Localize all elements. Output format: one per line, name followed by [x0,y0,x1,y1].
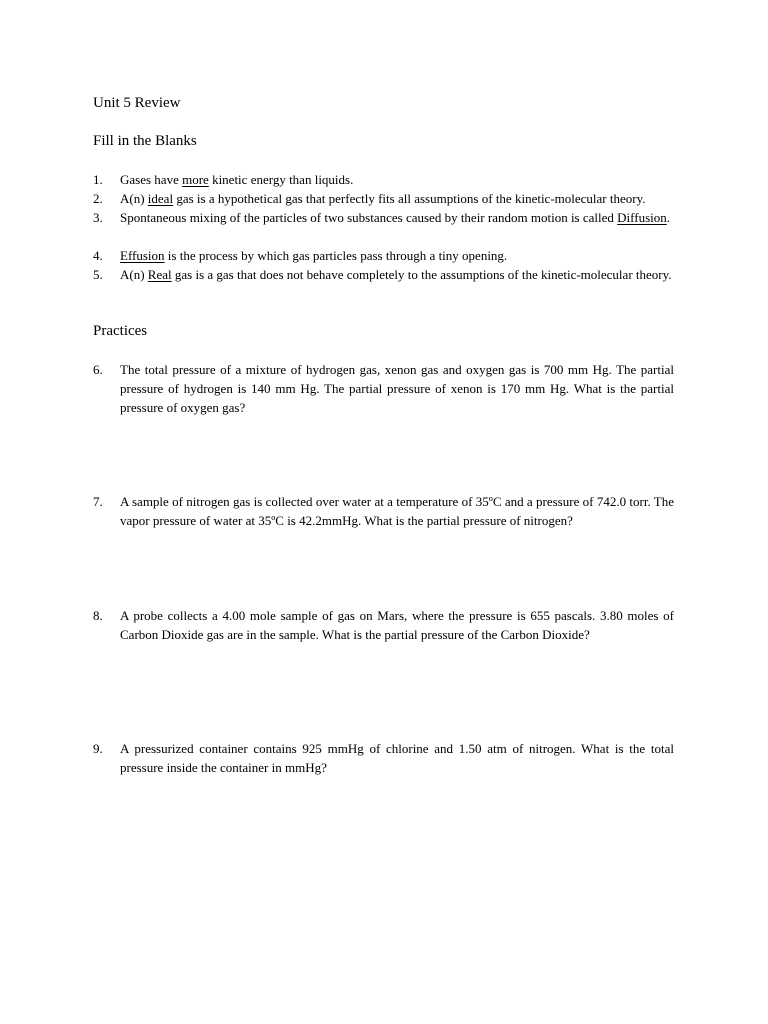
practice-text: A probe collects a 4.00 mole sample of gas on Mars, where the pressure is 655 pascals. 3.80 moles of Carbon Dioxide gas are in the sample. What is the partial pressure of the Carbon Dioxide? [120,608,674,642]
item-number: 1. [93,172,103,187]
document-title: Unit 5 Review [93,95,181,111]
item-number: 7. [93,494,103,509]
item-text: gas is a gas that does not behave completely to the assumptions of the kinetic-molecular theory. [171,267,672,282]
item-number: 2. [93,191,103,206]
item-text: A(n) [120,191,148,206]
item-number: 4. [93,248,103,263]
section-heading-practices: Practices [93,323,148,339]
item-text: gas is a hypothetical gas that perfectly fits all assumptions of the kinetic-molecular theory. [173,191,646,206]
practice-item [93,360,674,417]
item-text: is the process by which gas particles pass through a tiny opening. [164,248,508,263]
item-text: . [666,210,671,225]
practice-item [93,492,674,530]
practice-text: The total pressure of a mixture of hydrogen gas, xenon gas and oxygen gas is 700 mm Hg. The partial pressure of hydrogen is 140 mm Hg. The partial pressure of xenon is 170 mm Hg. What is the partial pressure of oxygen gas? [120,362,674,415]
blank-item [93,265,674,284]
item-text: Gases have [120,172,183,187]
practice-text: A pressurized container contains 925 mmHg of chlorine and 1.50 atm of nitrogen. What is the total pressure inside the container in mmHg? [120,741,674,775]
blank-answer: Real [147,267,172,282]
item-number: 5. [93,267,103,282]
practice-item [93,739,674,777]
item-number: 8. [93,608,103,623]
blank-answer: ideal [147,191,174,206]
item-text: kinetic energy than liquids. [208,172,354,187]
item-number: 9. [93,741,103,756]
blank-item [93,246,674,265]
blank-item [93,189,674,208]
item-number: 3. [93,210,103,225]
blank-answer: Effusion [120,248,165,263]
blank-item [93,208,674,227]
blank-item [93,170,674,189]
item-text: A(n) [120,267,148,282]
practice-text: A sample of nitrogen gas is collected over water at a temperature of 35ºC and a pressure of 742.0 torr. The vapor pressure of water at 35ºC is 42.2mmHg. What is the partial pressure of nitrogen? [120,494,674,528]
item-number: 6. [93,362,103,377]
item-text: Spontaneous mixing of the particles of two substances caused by their random motion is called [120,210,618,225]
blank-answer: more [182,172,209,187]
practice-item [93,606,674,644]
blank-answer: Diffusion [617,210,667,225]
section-heading-fill-in-the-blanks: Fill in the Blanks [93,133,197,149]
